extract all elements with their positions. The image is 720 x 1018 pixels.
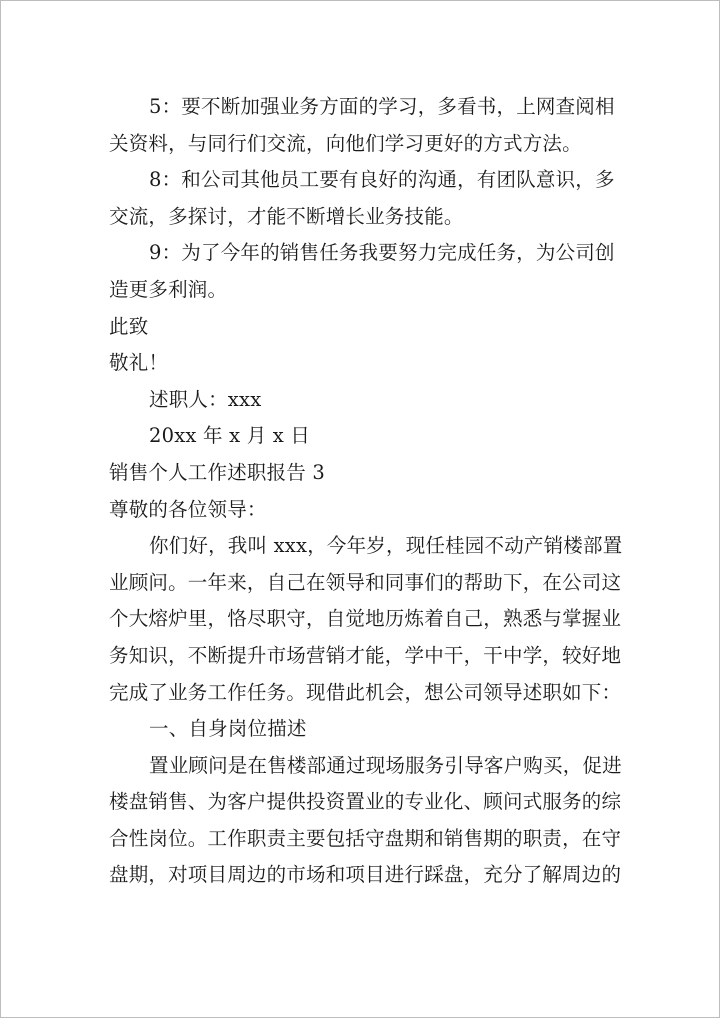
subsection-heading: 一、自身岗位描述 [149, 717, 307, 741]
text-line: 你们好，我叫 xxx，今年岁，现任桂园不动产销楼部置 [149, 534, 623, 558]
text-line: 5：要不断加强业务方面的学习，多看书，上网查阅相 [149, 95, 615, 118]
text-line: 8：和公司其他员工要有良好的沟通，有团队意识，多 [149, 168, 615, 192]
text-line: 9：为了今年的销售任务我要努力完成任务，为公司创 [149, 241, 615, 265]
text-line: 交流，多探讨，才能不断增长业务技能。 [109, 204, 464, 228]
date-line: 20xx 年 x 月 x 日 [149, 424, 311, 448]
text-line: 完成了业务工作任务。现借此机会，想公司领导述职如下： [109, 680, 622, 704]
document-body [109, 89, 623, 894]
greeting-line: 尊敬的各位领导： [109, 497, 267, 521]
closing-respect: 敬礼！ [109, 351, 169, 375]
section-title: 销售个人工作述职报告 3 [109, 460, 326, 484]
text-line: 合性岗位。工作职责主要包括守盘期和销售期的职责，在守 [109, 826, 622, 850]
text-line: 关资料，与同行们交流，向他们学习更好的方式方法。 [109, 131, 582, 155]
text-line: 置业顾问是在售楼部通过现场服务引导客户购买，促进 [149, 753, 622, 777]
signature-line: 述职人：xxx [149, 387, 262, 411]
text-line: 楼盘销售、为客户提供投资置业的专业化、顾问式服务的综 [109, 790, 622, 814]
text-line: 个大熔炉里，恪尽职守，自觉地历炼着自己，熟悉与掌握业 [109, 607, 622, 631]
text-line: 务知识，不断提升市场营销才能，学中干，干中学，较好地 [109, 643, 622, 667]
closing-salutation: 此致 [109, 314, 149, 338]
text-line: 造更多利润。 [109, 277, 228, 301]
text-line: 业顾问。一年来，自己在领导和同事们的帮助下，在公司这 [109, 570, 622, 594]
text-line: 盘期，对项目周边的市场和项目进行踩盘，充分了解周边的 [109, 863, 622, 887]
